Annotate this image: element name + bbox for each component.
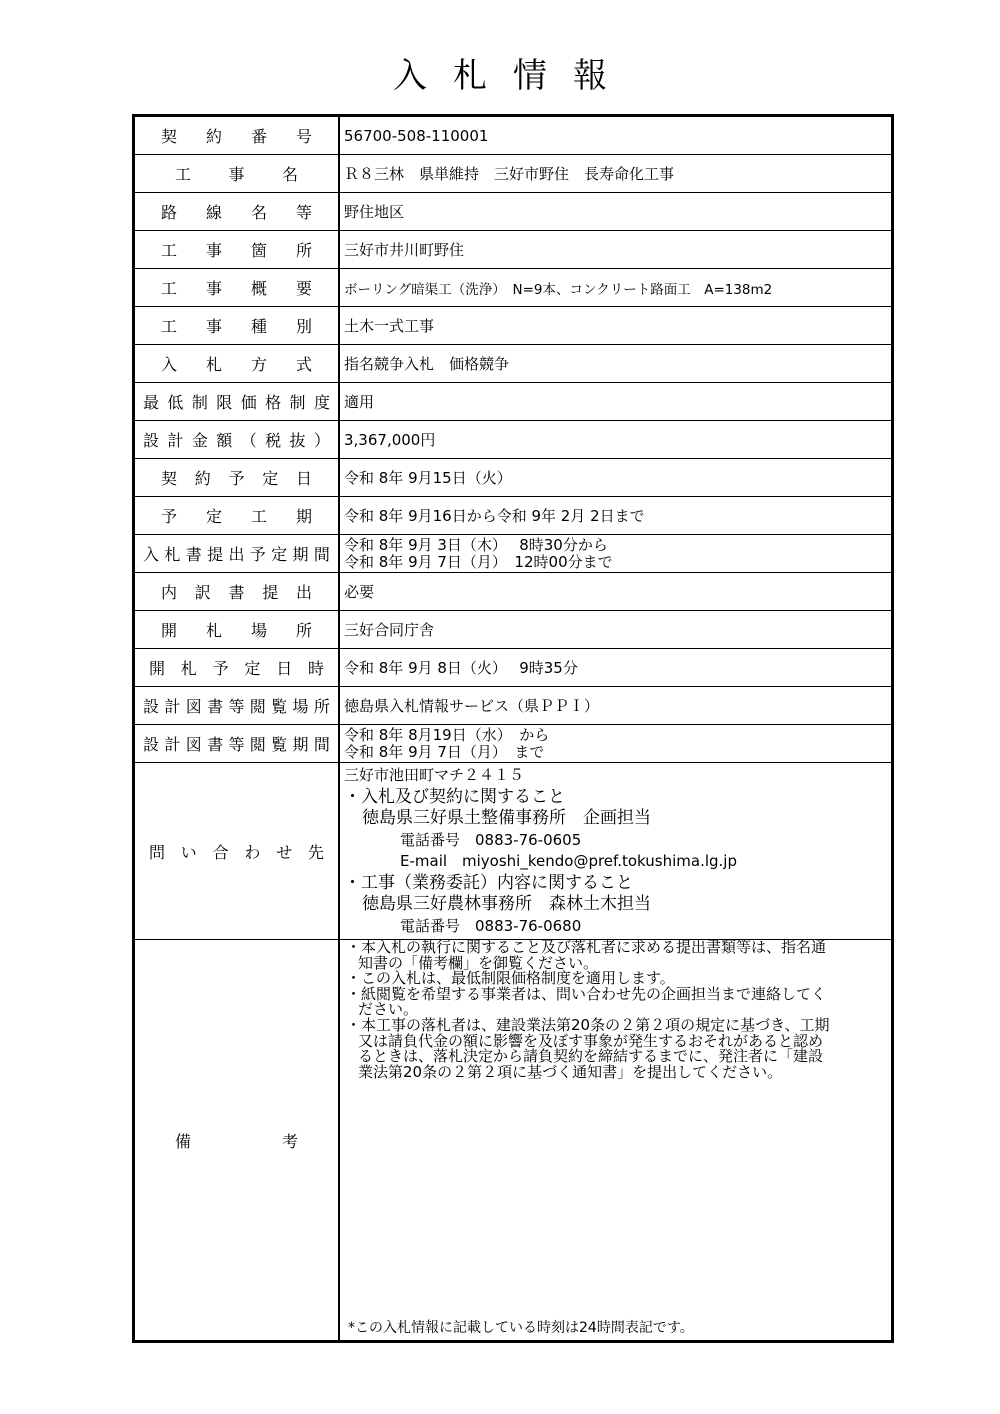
remarks-value — [339, 940, 893, 1342]
row-route-name — [134, 193, 893, 231]
docs-place-value: 徳島県入札情報サービス（県ＰＰＩ） — [339, 687, 893, 725]
bid-method-value: 指名競争入札 価格競争 — [339, 345, 893, 383]
remark-line: るときは、落札決定から請負契約を締結するまでに、発注者に「建設 — [358, 1047, 824, 1066]
label-text: 路 線 名 等 — [161, 203, 312, 222]
work-period-value: 令和 8年 9月16日から令和 9年 2月 2日まで — [339, 497, 893, 535]
row-opening-place — [134, 611, 893, 649]
work-type-value: 土木一式工事 — [339, 307, 893, 345]
work-location-value: 三好市井川町野住 — [339, 231, 893, 269]
bid-submit-period-value — [339, 535, 893, 573]
label-text: 工 事 名 — [175, 165, 298, 184]
min-price-value: 適用 — [339, 383, 893, 421]
remark-line: ・紙閲覧を希望する事業者は、問い合わせ先の企画担当まで連絡してく — [346, 984, 827, 1003]
row-contract-no — [134, 116, 893, 155]
breakdown-value: 必要 — [339, 573, 893, 611]
remark-line: ・本入札の執行に関すること及び落札者に求める提出書類等は、指名通 — [346, 938, 827, 956]
period-end: 令和 8年 9月 7日（月） まで — [344, 742, 545, 761]
docs-period-value — [339, 725, 893, 763]
contract-date-value: 令和 8年 9月15日（火） — [339, 459, 893, 497]
label-text: 入 札 書 提 出 予 定 期 間 — [143, 545, 330, 564]
row-breakdown — [134, 573, 893, 611]
label-text: 最 低 制 限 価 格 制 度 — [143, 393, 330, 412]
opening-place-value: 三好合同庁舎 — [339, 611, 893, 649]
label-text: 設 計 図 書 等 閲 覧 場 所 — [143, 697, 330, 716]
label-text: 入 札 方 式 — [161, 355, 312, 374]
row-remarks — [134, 940, 893, 1342]
row-contract-date — [134, 459, 893, 497]
label-text: 開 札 予 定 日 時 — [149, 659, 324, 678]
contract-no-value: 56700-508-110001 — [339, 116, 893, 155]
row-docs-period — [134, 725, 893, 763]
row-bid-submit-period — [134, 535, 893, 573]
label-text: 契 約 予 定 日 — [161, 469, 312, 488]
row-design-amount — [134, 421, 893, 459]
row-work-period — [134, 497, 893, 535]
contact-value — [339, 763, 893, 940]
bid-info-table — [132, 114, 894, 1343]
row-docs-place — [134, 687, 893, 725]
label-text: 契 約 番 号 — [161, 127, 312, 146]
label-text: 工 事 概 要 — [161, 279, 312, 298]
contact-email: E-mail miyoshi_kendo@pref.tokushima.lg.jp — [400, 852, 737, 870]
period-end: 令和 8年 9月 7日（月） 12時00分まで — [344, 552, 613, 571]
remarks-footer: *この入札情報に記載している時刻は24時間表記です。 — [348, 1320, 694, 1337]
row-min-price — [134, 383, 893, 421]
contact-address: 三好市池田町マチ２４１５ — [344, 766, 525, 784]
remark-line: 知書の「備考欄」を御覧ください。 — [358, 953, 599, 972]
label-text: 内 訳 書 提 出 — [161, 583, 312, 602]
remark-line: ・この入札は、最低制限価格制度を適用します。 — [346, 969, 675, 988]
period-start: 令和 8年 9月 3日（木） 8時30分から — [344, 535, 608, 554]
row-work-location — [134, 231, 893, 269]
period-start: 令和 8年 8月19日（水） から — [344, 725, 550, 744]
contact-phone: 電話番号 0883-76-0605 — [400, 830, 582, 849]
label-text: 開 札 場 所 — [161, 621, 312, 640]
page-title: 入札情報 — [393, 56, 633, 96]
row-work-name — [134, 155, 893, 193]
row-opening-datetime — [134, 649, 893, 687]
contact-office: 徳島県三好県土整備事務所 企画担当 — [362, 808, 651, 828]
remark-line: ださい。 — [358, 1000, 419, 1019]
label-text: 設 計 金 額 （ 税 抜 ） — [143, 431, 330, 450]
row-work-type — [134, 307, 893, 345]
label-text: 工 事 箇 所 — [161, 241, 312, 260]
remark-line: 業法第20条の２第２項に基づく通知書」を提出してください。 — [358, 1062, 783, 1081]
opening-datetime-value: 令和 8年 9月 8日（火） 9時35分 — [339, 649, 893, 687]
label-text: 備 考 — [175, 1131, 298, 1151]
row-work-outline — [134, 269, 893, 307]
label-text: 予 定 工 期 — [161, 507, 312, 526]
route-name-value: 野住地区 — [339, 193, 893, 231]
remark-line: 又は請負代金の額に影響を及ぼす事象が発生するおそれがあると認め — [358, 1031, 824, 1050]
contact-heading: ・入札及び契約に関すること — [344, 786, 565, 807]
contact-heading: ・工事（業務委託）内容に関すること — [344, 872, 633, 893]
row-contact — [134, 763, 893, 940]
design-amount-value: 3,367,000円 — [339, 421, 893, 459]
work-outline-value: ボーリング暗渠工（洗浄） N=9本、コンクリート路面工 A=138m2 — [339, 269, 893, 307]
contact-phone: 電話番号 0883-76-0680 — [400, 916, 582, 935]
label-text: 問 い 合 わ せ 先 — [149, 842, 324, 862]
work-name-value: Ｒ８三林 県単維持 三好市野住 長寿命化工事 — [339, 155, 893, 193]
label-text: 工 事 種 別 — [161, 317, 312, 336]
contact-office: 徳島県三好農林事務所 森林土木担当 — [362, 894, 651, 914]
remark-line: ・本工事の落札者は、建設業法第20条の２第２項の規定に基づき、工期 — [346, 1015, 830, 1034]
row-bid-method — [134, 345, 893, 383]
label-text: 設 計 図 書 等 閲 覧 期 間 — [143, 735, 330, 754]
label-cell — [134, 116, 340, 155]
